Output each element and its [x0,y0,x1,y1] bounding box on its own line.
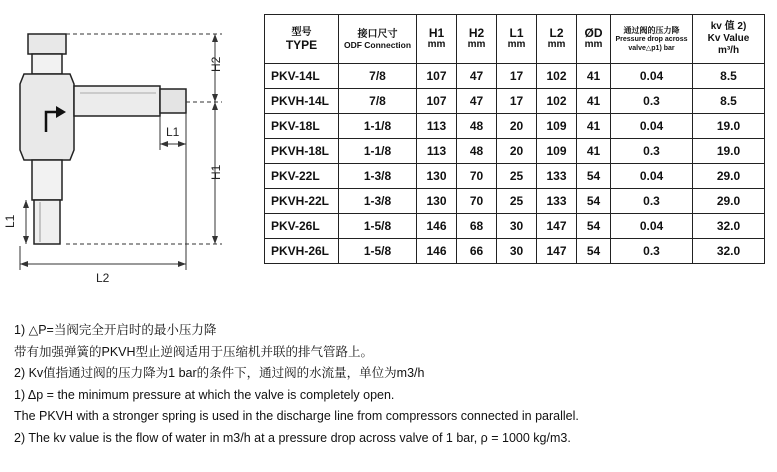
cell-dp: 0.3 [611,189,693,214]
cell-h1: 113 [417,139,457,164]
note-line: 带有加强弹簧的PKVH型止逆阀适用于压缩机并联的排气管路上。 [14,344,374,359]
cell-l1: 25 [497,164,537,189]
h2-label: H2 [209,56,223,72]
note-line: The PKVH with a stronger spring is used in the discharge line from compressors connected in parallel. [14,409,579,423]
cell-type: PKV-22L [265,164,339,189]
cell-l1: 17 [497,64,537,89]
cell-l2: 102 [537,89,577,114]
cell-kv: 29.0 [693,189,765,214]
cell-h2: 48 [457,139,497,164]
table-row [265,239,765,264]
cell-kv: 8.5 [693,64,765,89]
note-line: 2) The kv value is the flow of water in m3/h at a pressure drop across valve of 1 bar, ρ = 1000 kg/m3. [14,430,571,445]
header-h2: H2 mm [457,15,497,64]
cell-dp: 0.3 [611,89,693,114]
cell-h2: 47 [457,89,497,114]
header-h1: H1 mm [417,15,457,64]
cell-h1: 130 [417,189,457,214]
cell-kv: 8.5 [693,89,765,114]
cell-h2: 48 [457,114,497,139]
table-header-row [265,15,765,64]
header-odf: 接口尺寸 ODF Connection [339,15,417,64]
cell-l2: 147 [537,239,577,264]
cell-l1: 17 [497,89,537,114]
cell-type: PKVH-26L [265,239,339,264]
cell-kv: 32.0 [693,239,765,264]
l2-label: L2 [96,271,110,285]
valve-dimension-diagram [3,20,260,300]
l1-lower-label: L1 [3,214,17,228]
cell-od: 41 [577,89,611,114]
cell-l2: 133 [537,189,577,214]
cell-od: 41 [577,114,611,139]
cell-h2: 70 [457,164,497,189]
note-line: 1) Δp = the minimum pressure at which the valve is completely open. [14,387,395,402]
cell-l1: 25 [497,189,537,214]
header-kv-value: kv 值 2) Kv Value m³/h [693,15,765,64]
cell-od: 54 [577,164,611,189]
cell-dp: 0.3 [611,139,693,164]
cell-odf: 1-1/8 [339,139,417,164]
table-row [265,64,765,89]
cell-l1: 20 [497,139,537,164]
cell-h1: 113 [417,114,457,139]
cell-kv: 19.0 [693,139,765,164]
table-row [265,189,765,214]
header-type: 型号 TYPE [265,15,339,64]
table-row [265,139,765,164]
cell-l1: 30 [497,214,537,239]
cell-type: PKVH-18L [265,139,339,164]
l1-label: L1 [166,125,180,139]
cell-type: PKV-18L [265,114,339,139]
cell-od: 41 [577,139,611,164]
notes [14,320,774,449]
cell-h1: 146 [417,214,457,239]
cell-l1: 30 [497,239,537,264]
cell-h1: 146 [417,239,457,264]
table-row [265,164,765,189]
table-row [265,114,765,139]
note-line: 2) Kv值指通过阀的压力降为1 bar的条件下，通过阀的水流量，单位为m3/h [14,366,425,380]
cell-h2: 66 [457,239,497,264]
header-l2: L2 mm [537,15,577,64]
cell-od: 54 [577,189,611,214]
cell-type: PKV-26L [265,214,339,239]
cell-kv: 29.0 [693,164,765,189]
cell-h2: 47 [457,64,497,89]
cell-od: 54 [577,239,611,264]
cell-dp: 0.04 [611,214,693,239]
cell-odf: 1-1/8 [339,114,417,139]
cell-dp: 0.04 [611,164,693,189]
cell-l2: 109 [537,114,577,139]
cell-h1: 130 [417,164,457,189]
h1-label: H1 [209,164,223,180]
valve-body [20,34,186,244]
cell-type: PKVH-14L [265,89,339,114]
cell-l2: 147 [537,214,577,239]
cell-type: PKVH-22L [265,189,339,214]
cell-l2: 109 [537,139,577,164]
cell-h2: 68 [457,214,497,239]
cell-odf: 1-5/8 [339,239,417,264]
table-row [265,89,765,114]
cell-odf: 7/8 [339,89,417,114]
header-l1: L1 mm [497,15,537,64]
cell-l2: 102 [537,64,577,89]
cell-odf: 1-3/8 [339,164,417,189]
table-row [265,214,765,239]
cell-l1: 20 [497,114,537,139]
cell-odf: 1-3/8 [339,189,417,214]
specification-table [264,14,765,264]
cell-od: 41 [577,64,611,89]
cell-dp: 0.3 [611,239,693,264]
cell-kv: 19.0 [693,114,765,139]
cell-od: 54 [577,214,611,239]
cell-h2: 70 [457,189,497,214]
header-pressure-drop: 通过阀的压力降 Pressure drop across valve△p1) bar [611,15,693,64]
cell-l2: 133 [537,164,577,189]
cell-odf: 7/8 [339,64,417,89]
cell-odf: 1-5/8 [339,214,417,239]
cell-dp: 0.04 [611,114,693,139]
header-od: ØD mm [577,15,611,64]
cell-kv: 32.0 [693,214,765,239]
cell-dp: 0.04 [611,64,693,89]
cell-h1: 107 [417,64,457,89]
cell-type: PKV-14L [265,64,339,89]
cell-h1: 107 [417,89,457,114]
note-line: 1) △P=当阀完全开启时的最小压力降 [14,323,217,337]
